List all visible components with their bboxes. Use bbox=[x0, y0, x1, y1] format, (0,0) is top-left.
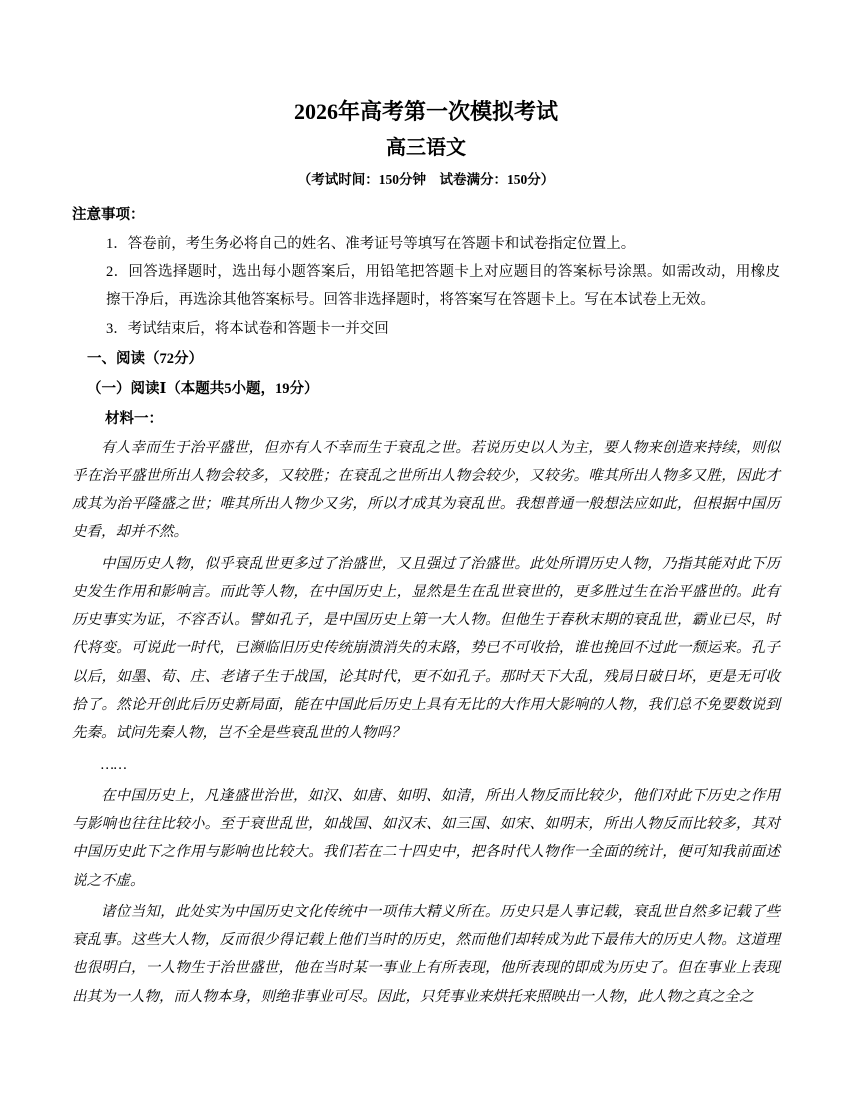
subsection-heading-reading1: （一）阅读Ⅰ（本题共5小题，19分） bbox=[87, 381, 319, 398]
material-one-heading: 材料一： bbox=[105, 411, 163, 428]
notice-item-3: 3．考试结束后，将本试卷和答题卡一并交回 bbox=[106, 320, 389, 337]
notice-item-1: 1．答卷前，考生务必将自己的姓名、准考证号等填写在答题卡和试卷指定位置上。 bbox=[106, 235, 636, 252]
material-ellipsis-line: …… bbox=[101, 756, 127, 773]
material-paragraph-1: 有人幸而生于治平盛世，但亦有人不幸而生于衰乱之世。若说历史以人为主，要人物来创造来持续，则似乎在治平盛世所出人物会较多，又较胜；在衰乱之世所出人物会较少，又较劣。唯其所出人物多又胜，因此才成其为治平隆盛之世；唯其所出人物少又劣，所以才成其为衰乱世。我想普通一般想法应如此，但根据中国历史看，却并不然。 bbox=[72, 439, 780, 541]
section-heading-reading: 一、阅读（72分） bbox=[87, 350, 203, 367]
material-paragraph-3: 在中国历史上，凡逢盛世治世，如汉、如唐、如明、如清，所出人物反而比较少，他们对此下历史之作用与影响也往往比较小。至于衰世乱世，如战国、如汉末、如三国、如宋、如明末，所出人物反而比较多，其对中国历史此下之作用与影响也比较大。我们若在二十四史中，把各时代人物作一全面的统计，便可知我前面述说之不虚。 bbox=[72, 787, 780, 889]
material-paragraph-2: 中国历史人物，似乎衰乱世更多过了治盛世，又且强过了治盛世。此处所谓历史人物，乃指其能对此下历史发生作用和影响言。而此等人物，在中国历史上，显然是生在乱世衰世的，更多胜过生在治平盛世的。此有历史事实为证，不容否认。譬如孔子，是中国历史上第一大人物。但他生于春秋末期的衰乱世，霸业已尽，时代将变。可说此一时代，已濒临旧历史传统崩溃消失的末路，势已不可收拾，谁也挽回不过此一颓运来。孔子以后，如墨、荀、庄、老诸子生于战国，论其时代，更不如孔子。那时天下大乱，残局日破日坏，更是无可收拾了。然论开创此后历史新局面，能在中国此后历史上具有无比的大作用大影响的人物，我们总不免要数说到先秦。试问先秦人物，岂不全是些衰乱世的人物吗？ bbox=[72, 555, 780, 742]
material-one-body bbox=[72, 434, 780, 1011]
exam-subtitle: 高三语文 bbox=[386, 136, 466, 159]
exam-title: 2026年高考第一次模拟考试 bbox=[293, 99, 558, 124]
exam-time-score-info: （考试时间：150分钟 试卷满分：150分） bbox=[297, 171, 555, 187]
material-paragraph-4: 诸位当知，此处实为中国历史文化传统中一项伟大精义所在。历史只是人事记载，衰乱世自然多记载了些衰乱事。这些大人物，反而很少得记载上他们当时的历史，然而他们却转成为此下最伟大的历史人物。这道理也很明白，一人物生于治世盛世，他在当时某一事业上有所表现，他所表现的即成为历史了。但在事业上表现出其为一人物，而人物本身，则绝非事业可尽。因此，只凭事业来烘托来照映出一人物，此人物之真之全之 bbox=[72, 903, 780, 1005]
notice-item-2: 2．回答选择题时，选出每小题答案后，用铅笔把答题卡上对应题目的答案标号涂黑。如需改动，用橡皮擦干净后，再选涂其他答案标号。回答非选择题时，将答案写在答题卡上。写在本试卷上无效。 bbox=[106, 264, 780, 309]
notice-heading: 注意事项： bbox=[72, 207, 145, 224]
